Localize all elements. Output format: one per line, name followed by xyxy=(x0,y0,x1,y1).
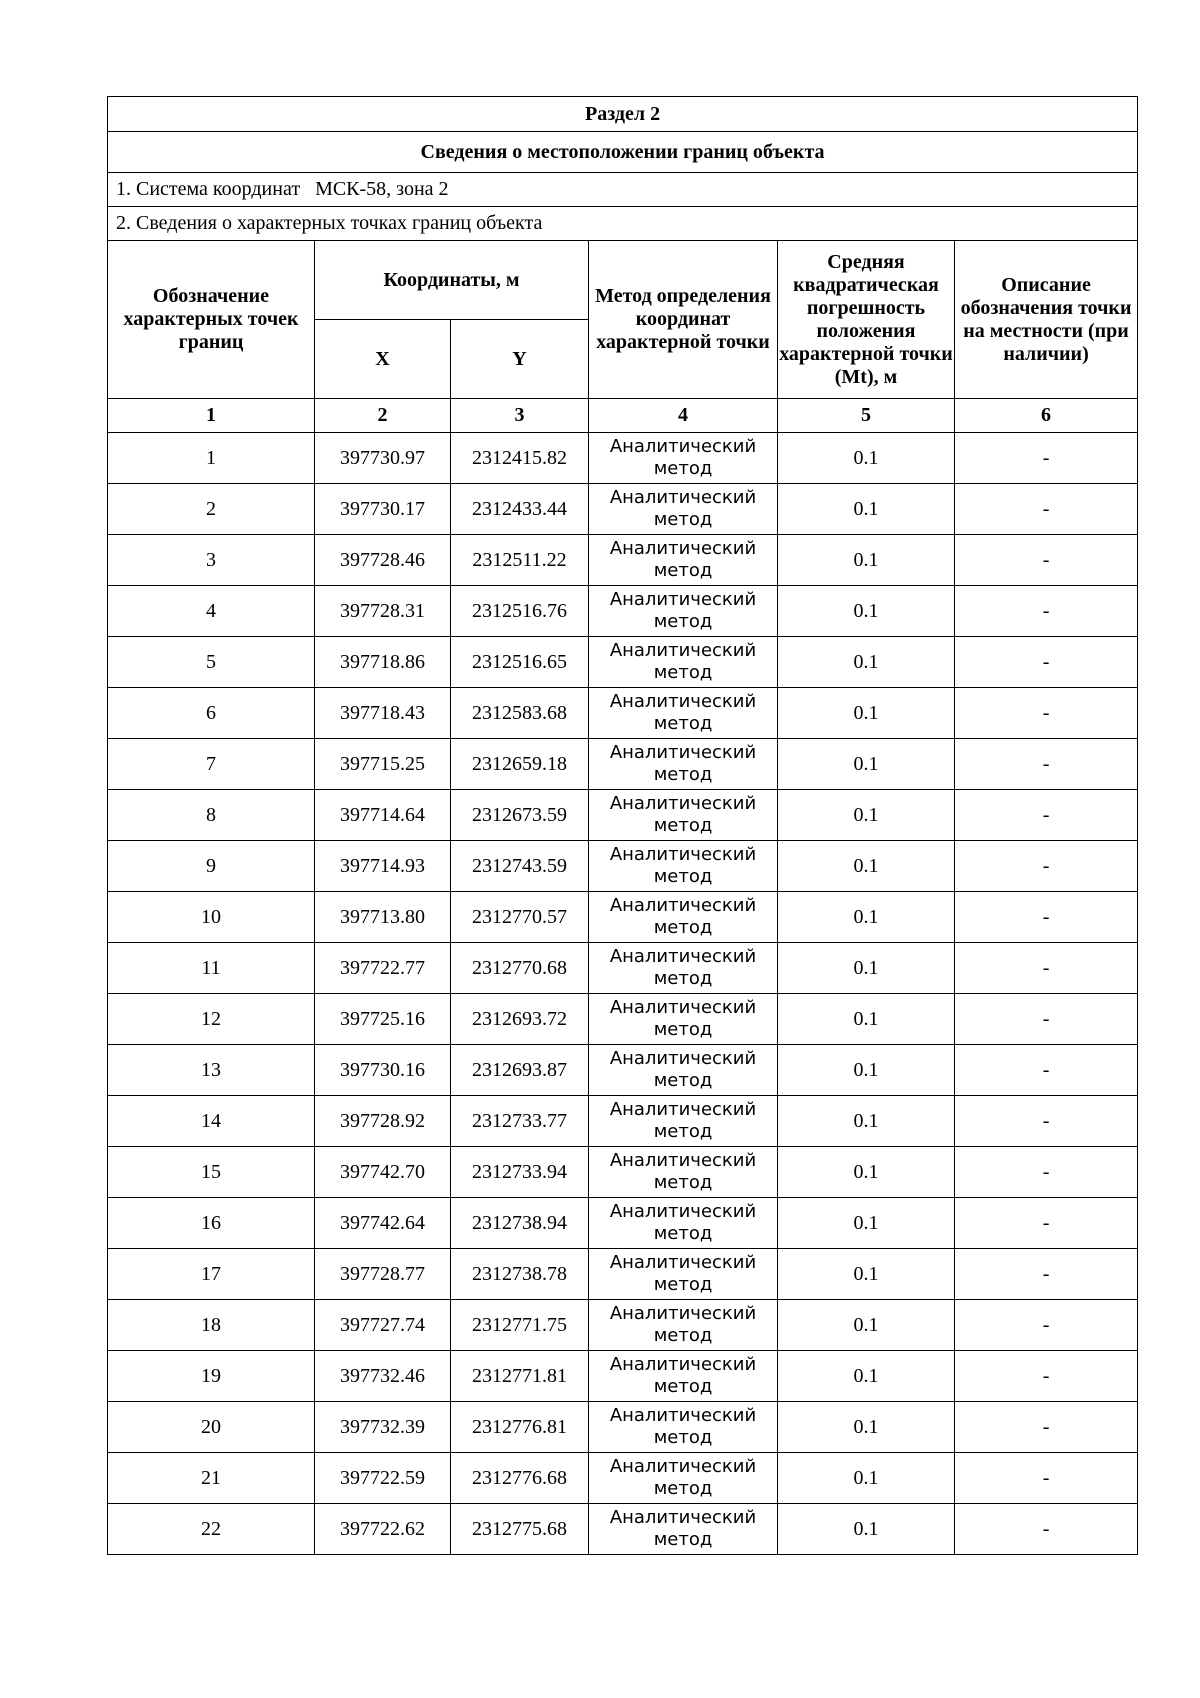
method-cell xyxy=(589,739,778,790)
section-title: Раздел 2 xyxy=(108,97,1138,132)
coordinate-system-value: МСК-58, зона 2 xyxy=(315,178,449,200)
y-coordinate-cell: 2312743.59 xyxy=(451,841,589,892)
description-cell: - xyxy=(955,484,1138,535)
description-cell: - xyxy=(955,688,1138,739)
method-text: Аналитический метод xyxy=(609,1200,757,1244)
y-coordinate-cell: 2312516.65 xyxy=(451,637,589,688)
error-cell: 0.1 xyxy=(778,535,955,586)
method-cell xyxy=(589,535,778,586)
table-row xyxy=(108,943,1138,994)
table-row xyxy=(108,892,1138,943)
point-number-cell: 12 xyxy=(108,994,315,1045)
point-number-cell: 22 xyxy=(108,1504,315,1555)
point-number-cell: 18 xyxy=(108,1300,315,1351)
x-coordinate-cell: 397718.86 xyxy=(315,637,451,688)
description-cell: - xyxy=(955,1198,1138,1249)
description-cell: - xyxy=(955,1300,1138,1351)
points-info-row: 2. Сведения о характерных точках границ объекта xyxy=(108,207,1138,241)
method-cell xyxy=(589,433,778,484)
description-cell: - xyxy=(955,1504,1138,1555)
method-text: Аналитический метод xyxy=(609,843,757,887)
error-cell: 0.1 xyxy=(778,892,955,943)
x-coordinate-cell: 397718.43 xyxy=(315,688,451,739)
method-text: Аналитический метод xyxy=(609,894,757,938)
point-number-cell: 15 xyxy=(108,1147,315,1198)
y-coordinate-cell: 2312733.94 xyxy=(451,1147,589,1198)
description-cell: - xyxy=(955,1453,1138,1504)
point-number-cell: 16 xyxy=(108,1198,315,1249)
y-coordinate-cell: 2312433.44 xyxy=(451,484,589,535)
column-number: 4 xyxy=(589,399,778,433)
description-cell: - xyxy=(955,1045,1138,1096)
method-text: Аналитический метод xyxy=(609,435,757,479)
method-cell xyxy=(589,1045,778,1096)
header-y: Y xyxy=(451,320,589,399)
error-cell: 0.1 xyxy=(778,688,955,739)
method-text: Аналитический метод xyxy=(609,588,757,632)
header-error: Средняя квадратическая погрешность положения характерной точки (Mt), м xyxy=(778,241,955,399)
error-cell: 0.1 xyxy=(778,1351,955,1402)
method-cell xyxy=(589,586,778,637)
x-coordinate-cell: 397728.31 xyxy=(315,586,451,637)
error-cell: 0.1 xyxy=(778,943,955,994)
header-x: X xyxy=(315,320,451,399)
table-row xyxy=(108,1300,1138,1351)
point-number-cell: 14 xyxy=(108,1096,315,1147)
method-cell xyxy=(589,943,778,994)
error-cell: 0.1 xyxy=(778,1147,955,1198)
y-coordinate-cell: 2312738.78 xyxy=(451,1249,589,1300)
x-coordinate-cell: 397732.46 xyxy=(315,1351,451,1402)
x-coordinate-cell: 397722.62 xyxy=(315,1504,451,1555)
y-coordinate-cell: 2312673.59 xyxy=(451,790,589,841)
method-text: Аналитический метод xyxy=(609,945,757,989)
table-row xyxy=(108,1147,1138,1198)
y-coordinate-cell: 2312770.57 xyxy=(451,892,589,943)
y-coordinate-cell: 2312693.87 xyxy=(451,1045,589,1096)
point-number-cell: 19 xyxy=(108,1351,315,1402)
table-row xyxy=(108,586,1138,637)
table-row xyxy=(108,433,1138,484)
x-coordinate-cell: 397725.16 xyxy=(315,994,451,1045)
method-text: Аналитический метод xyxy=(609,1098,757,1142)
y-coordinate-cell: 2312693.72 xyxy=(451,994,589,1045)
point-number-cell: 8 xyxy=(108,790,315,841)
error-cell: 0.1 xyxy=(778,1249,955,1300)
table-row xyxy=(108,1045,1138,1096)
method-text: Аналитический метод xyxy=(609,1506,757,1550)
y-coordinate-cell: 2312516.76 xyxy=(451,586,589,637)
method-text: Аналитический метод xyxy=(609,639,757,683)
point-number-cell: 20 xyxy=(108,1402,315,1453)
section-subtitle: Сведения о местоположении границ объекта xyxy=(108,132,1138,173)
method-cell xyxy=(589,1351,778,1402)
table-row xyxy=(108,1198,1138,1249)
description-cell: - xyxy=(955,739,1138,790)
y-coordinate-cell: 2312659.18 xyxy=(451,739,589,790)
table-row xyxy=(108,688,1138,739)
method-cell xyxy=(589,790,778,841)
point-number-cell: 5 xyxy=(108,637,315,688)
table-row xyxy=(108,1453,1138,1504)
error-cell: 0.1 xyxy=(778,1402,955,1453)
table-row xyxy=(108,1096,1138,1147)
point-number-cell: 6 xyxy=(108,688,315,739)
column-number: 2 xyxy=(315,399,451,433)
method-text: Аналитический метод xyxy=(609,741,757,785)
point-number-cell: 4 xyxy=(108,586,315,637)
column-number: 3 xyxy=(451,399,589,433)
coordinate-system-row xyxy=(108,173,1138,207)
method-cell xyxy=(589,1198,778,1249)
y-coordinate-cell: 2312776.68 xyxy=(451,1453,589,1504)
x-coordinate-cell: 397722.77 xyxy=(315,943,451,994)
method-text: Аналитический метод xyxy=(609,1047,757,1091)
header-method: Метод определения координат характерной точки xyxy=(589,241,778,399)
method-cell xyxy=(589,1453,778,1504)
x-coordinate-cell: 397714.64 xyxy=(315,790,451,841)
description-cell: - xyxy=(955,1402,1138,1453)
point-number-cell: 7 xyxy=(108,739,315,790)
y-coordinate-cell: 2312776.81 xyxy=(451,1402,589,1453)
header-description: Описание обозначения точки на местности (при наличии) xyxy=(955,241,1138,399)
method-text: Аналитический метод xyxy=(609,1353,757,1397)
method-cell xyxy=(589,1402,778,1453)
table-row xyxy=(108,535,1138,586)
y-coordinate-cell: 2312775.68 xyxy=(451,1504,589,1555)
x-coordinate-cell: 397722.59 xyxy=(315,1453,451,1504)
x-coordinate-cell: 397742.64 xyxy=(315,1198,451,1249)
description-cell: - xyxy=(955,994,1138,1045)
column-number: 5 xyxy=(778,399,955,433)
method-cell xyxy=(589,637,778,688)
method-text: Аналитический метод xyxy=(609,690,757,734)
y-coordinate-cell: 2312583.68 xyxy=(451,688,589,739)
y-coordinate-cell: 2312770.68 xyxy=(451,943,589,994)
table-row xyxy=(108,1402,1138,1453)
error-cell: 0.1 xyxy=(778,1198,955,1249)
x-coordinate-cell: 397728.77 xyxy=(315,1249,451,1300)
error-cell: 0.1 xyxy=(778,1300,955,1351)
x-coordinate-cell: 397713.80 xyxy=(315,892,451,943)
method-cell xyxy=(589,1504,778,1555)
method-text: Аналитический метод xyxy=(609,1302,757,1346)
method-cell xyxy=(589,994,778,1045)
method-text: Аналитический метод xyxy=(609,792,757,836)
point-number-cell: 1 xyxy=(108,433,315,484)
column-number: 1 xyxy=(108,399,315,433)
y-coordinate-cell: 2312415.82 xyxy=(451,433,589,484)
method-cell xyxy=(589,1147,778,1198)
description-cell: - xyxy=(955,790,1138,841)
x-coordinate-cell: 397728.92 xyxy=(315,1096,451,1147)
method-cell xyxy=(589,1249,778,1300)
error-cell: 0.1 xyxy=(778,1453,955,1504)
error-cell: 0.1 xyxy=(778,637,955,688)
error-cell: 0.1 xyxy=(778,739,955,790)
description-cell: - xyxy=(955,1351,1138,1402)
y-coordinate-cell: 2312733.77 xyxy=(451,1096,589,1147)
method-text: Аналитический метод xyxy=(609,1404,757,1448)
description-cell: - xyxy=(955,1096,1138,1147)
method-text: Аналитический метод xyxy=(609,1455,757,1499)
method-text: Аналитический метод xyxy=(609,486,757,530)
header-designation: Обозначение характерных точек границ xyxy=(108,241,315,399)
point-number-cell: 3 xyxy=(108,535,315,586)
description-cell: - xyxy=(955,637,1138,688)
description-cell: - xyxy=(955,1147,1138,1198)
x-coordinate-cell: 397714.93 xyxy=(315,841,451,892)
error-cell: 0.1 xyxy=(778,1096,955,1147)
y-coordinate-cell: 2312738.94 xyxy=(451,1198,589,1249)
x-coordinate-cell: 397730.17 xyxy=(315,484,451,535)
method-cell xyxy=(589,841,778,892)
point-number-cell: 13 xyxy=(108,1045,315,1096)
point-number-cell: 21 xyxy=(108,1453,315,1504)
y-coordinate-cell: 2312771.81 xyxy=(451,1351,589,1402)
error-cell: 0.1 xyxy=(778,841,955,892)
point-number-cell: 11 xyxy=(108,943,315,994)
x-coordinate-cell: 397742.70 xyxy=(315,1147,451,1198)
x-coordinate-cell: 397732.39 xyxy=(315,1402,451,1453)
description-cell: - xyxy=(955,535,1138,586)
error-cell: 0.1 xyxy=(778,586,955,637)
table-row xyxy=(108,1351,1138,1402)
table-row xyxy=(108,1249,1138,1300)
table-row xyxy=(108,1504,1138,1555)
coordinate-system-label: 1. Система координат xyxy=(116,178,301,200)
method-cell xyxy=(589,892,778,943)
description-cell: - xyxy=(955,586,1138,637)
table-row xyxy=(108,637,1138,688)
method-cell xyxy=(589,1300,778,1351)
x-coordinate-cell: 397728.46 xyxy=(315,535,451,586)
error-cell: 0.1 xyxy=(778,1504,955,1555)
method-cell xyxy=(589,688,778,739)
header-coordinates: Координаты, м xyxy=(315,241,589,320)
x-coordinate-cell: 397715.25 xyxy=(315,739,451,790)
method-text: Аналитический метод xyxy=(609,537,757,581)
error-cell: 0.1 xyxy=(778,1045,955,1096)
boundary-points-table xyxy=(107,96,1138,1555)
table-row xyxy=(108,841,1138,892)
table-row xyxy=(108,994,1138,1045)
description-cell: - xyxy=(955,1249,1138,1300)
y-coordinate-cell: 2312511.22 xyxy=(451,535,589,586)
column-number: 6 xyxy=(955,399,1138,433)
description-cell: - xyxy=(955,433,1138,484)
y-coordinate-cell: 2312771.75 xyxy=(451,1300,589,1351)
error-cell: 0.1 xyxy=(778,994,955,1045)
description-cell: - xyxy=(955,943,1138,994)
description-cell: - xyxy=(955,841,1138,892)
error-cell: 0.1 xyxy=(778,484,955,535)
point-number-cell: 17 xyxy=(108,1249,315,1300)
method-text: Аналитический метод xyxy=(609,1149,757,1193)
table-row xyxy=(108,790,1138,841)
error-cell: 0.1 xyxy=(778,433,955,484)
point-number-cell: 2 xyxy=(108,484,315,535)
method-cell xyxy=(589,1096,778,1147)
point-number-cell: 10 xyxy=(108,892,315,943)
method-text: Аналитический метод xyxy=(609,1251,757,1295)
x-coordinate-cell: 397727.74 xyxy=(315,1300,451,1351)
table-row xyxy=(108,484,1138,535)
error-cell: 0.1 xyxy=(778,790,955,841)
table-row xyxy=(108,739,1138,790)
x-coordinate-cell: 397730.97 xyxy=(315,433,451,484)
method-cell xyxy=(589,484,778,535)
point-number-cell: 9 xyxy=(108,841,315,892)
description-cell: - xyxy=(955,892,1138,943)
x-coordinate-cell: 397730.16 xyxy=(315,1045,451,1096)
method-text: Аналитический метод xyxy=(609,996,757,1040)
